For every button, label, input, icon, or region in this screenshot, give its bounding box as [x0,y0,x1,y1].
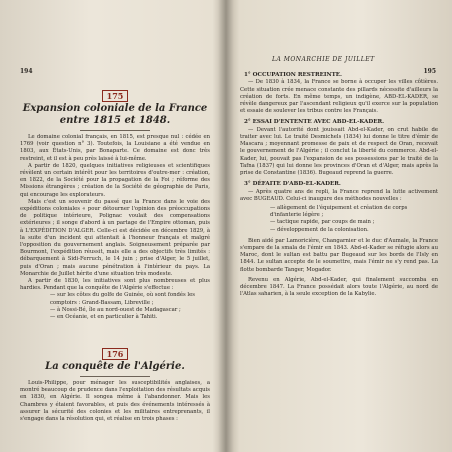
paragraph: Le domaine colonial français, en 1815, est presque nul : cédée en 1769 (voir question n° 3). Toutefois, la Louisiane a été vendue en 1803, aux États-Unis, par Bonaparte. Ce domaine est donc très restreint, et il est à peu près laissé à lui-même. [20,134,210,162]
page-number-left: 194 [20,68,33,75]
method-item: — développement de la colonisation. [270,226,369,233]
section-175-title-line2: entre 1815 et 1848. [59,115,171,126]
list-item: — sur les côtes du golfe de Guinée, où sont fondés les comptoirs : Grand-Bassam, Libreville ; [50,292,195,306]
section-176-title: La conquête de l'Algérie. [45,361,185,372]
right-page [232,0,446,452]
method-item: — tactique rapide, par coups de main ; [270,219,375,226]
paragraph: Mais c'est un souvenir du passé que la France dans le voie des expéditions coloniales « pour détourner l'opinion des préoccupations de politique intérieure, Polignac voulait des compensations extérieures ; il songe d'abord à un partage de l'Empire ottoman, puis à L'EXPÉDITION D'ALGER. Celle-ci est décidée en décembre 1829, à la suite d'un incident qui attentait à l'honneur français et malgré l'opposition du gouvernement anglais. Soigneusement préparée par Bourmont, l'expédition réussit, mais elle a des objectifs très limités : débarquement à Sidi-Ferruch, le 14 juin ; prise d'Alger, le 5 juillet, puis d'Oran ; mais aucune pénétration à l'intérieur du pays. La Monarchie de Juillet hérite d'une situation très modeste. [20,198,210,277]
paragraph: Bien aidé par Lamoricière, Changarnier et le duc d'Aumale, la France s'empare de la smala de l'émir en 1843. Abd-el-Kader se réfugie alors au Maroc, dont le sultan est battu par Bugeaud sur les bords de l'Isly en 1844. Le sultan accepte de le soumettre, mais l'émir ne s'y rend pas. La flotte bombarde Tanger, Mogador. [240,237,438,273]
list-item: — en Océanie, et en particulier à Tahiti. [50,314,158,321]
paragraph: A partir de 1830, les initiatives sont plus nombreuses et plus hardies. Pendant que la conquête de l'Algérie s'effectue : [20,278,210,292]
list-item: — à Nossi-Bé, île au nord-ouest de Madagascar ; [50,306,181,313]
section-number-176: 176 [102,348,129,360]
section-176 [20,342,210,423]
phase-text: — De 1830 à 1834, la France se borne à occuper les villes côtières. Cette situation crée menace constante des pillards nécessite d'ailleurs la création de forts. En même temps, un indigène, ABD-EL-KADER, se révèle dangereux par l'ascendant religieux qu'il exerce sur la population et essaie de soulever les tribus contre les Français. [240,79,438,115]
phases-block [240,70,438,299]
paragraph: Revenu en Algérie, Abd-el-Kader, qui finalement succomba en décembre 1847. La France possédait alors toute l'Algérie, au nord de l'Atlas saharien, à la seule exception de la Kabylie. [240,276,438,298]
section-number-175: 175 [102,90,129,102]
section-175 [20,84,210,321]
left-page [6,0,218,452]
title-rule [80,130,150,131]
title-rule [80,376,150,377]
page-number-right: 195 [423,68,436,75]
running-head: LA MONARCHIE DE JUILLET [272,56,375,63]
paragraph: A partir de 1820, quelques initiatives religieuses et scientifiques révèlent un certain intérêt pour les territoires d'outre-mer : création, en 1822, de la Société pour la propagation de la Foi ; réforme des Missions étrangères ; création de la Société de géographie de Paris, qui encourage les explorateurs. [20,162,210,198]
paragraph: Louis-Philippe, pour ménager les susceptibilités anglaises, a montré beaucoup de prudence dans l'exploitation des résultats acquis en 1830, en Algérie. Il songea même à l'abandonner. Mais les Chambres y étaient favorables, et puis des événements intéressés à assurer la sécurité des colonies et les militaires entreprenants, il s'engage dans la résolution qui, et réalise en trois phases : [20,380,210,423]
phase-text: — Après quatre ans de repli, la France reprend la lutte activement avec BUGEAUD. Celui-ci inaugure des méthodes nouvelles : [240,188,438,202]
phase-heading: 1° OCCUPATION RESTREINTE. [244,72,342,78]
method-item: — allègement de l'équipement et création de corps d'infanterie légère ; [270,205,408,219]
phase-heading: 3° DÉFAITE D'ABD-EL-KADER. [244,181,341,188]
phase-text: — Devant l'autorité dont jouissait Abd-el-Kader, on crut habile de traiter avec lui. Le traité Desmichels (1834) lui donne le titre d'émir de Mascara ; moyennant promesse de paix et de respect de Oran, recevait le gouvernement de l'Algérie ; il conclut la liberté du commerce. Abd-el-Kader, lui, pouvait pas l'expansion de ses possessions par le traité de la Tafna (1837) qui lui donne les provinces d'Oran et d'Alger, mais après la prise de Constantine (1836). Bugeaud reprend la guerre. [240,126,438,177]
phase-heading: 2° ESSAI D'ENTENTE AVEC ABD-EL-KADER. [244,119,385,126]
gutter-shadow [218,0,234,452]
section-175-title-line1: Expansion coloniale de la France [22,103,208,114]
